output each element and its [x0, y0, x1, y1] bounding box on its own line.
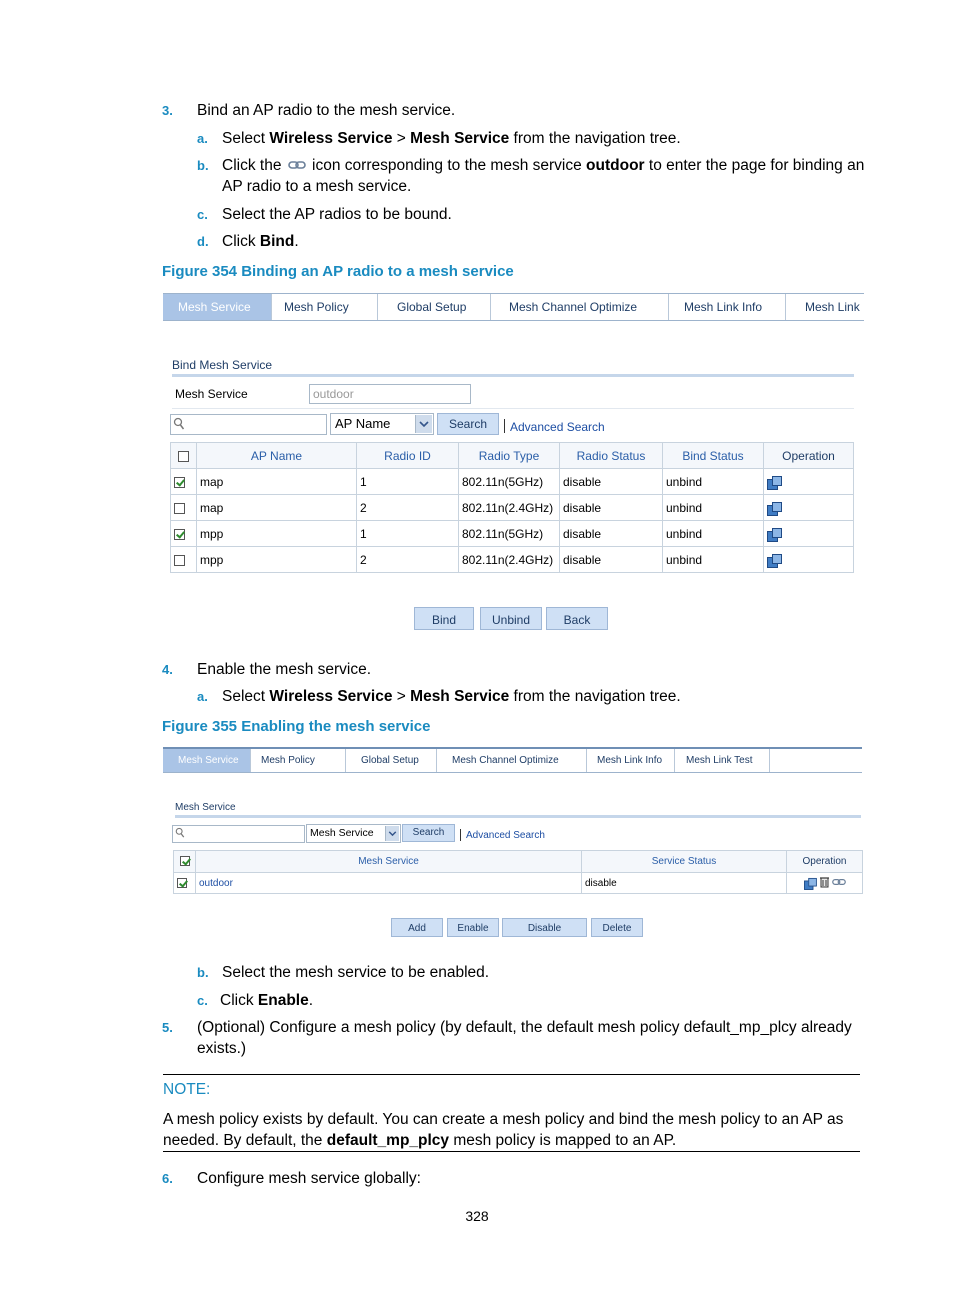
- chevron-down-icon: [415, 415, 432, 433]
- tab-mesh-link[interactable]: Mesh Link: [805, 300, 860, 314]
- tab-mesh-link-info[interactable]: Mesh Link Info: [669, 294, 786, 320]
- tab-mesh-policy[interactable]: Mesh Policy: [251, 749, 346, 772]
- delete-button[interactable]: Delete: [591, 918, 643, 937]
- col-operation: Operation: [787, 851, 863, 873]
- note-title: NOTE:: [163, 1081, 211, 1098]
- step-5-text: (Optional) Configure a mesh policy (by default, the default mesh policy default_mp_plcy already: [197, 1019, 852, 1036]
- col-bind-status[interactable]: Bind Status: [663, 443, 764, 469]
- details-icon[interactable]: [767, 476, 781, 489]
- table-row: map 2 802.11n(2.4GHz) disable unbind: [171, 495, 854, 521]
- col-operation: Operation: [764, 443, 854, 469]
- step-3b-text-line2: AP radio to a mesh service.: [222, 178, 412, 195]
- details-icon[interactable]: [767, 502, 781, 515]
- section-title: Bind Mesh Service: [172, 358, 273, 372]
- step-4b-text: Select the mesh service to be enabled.: [222, 964, 490, 981]
- substep-number: d.: [197, 234, 209, 249]
- table-row: mpp 1 802.11n(5GHz) disable unbind: [171, 521, 854, 547]
- advanced-search-link[interactable]: Advanced Search: [466, 830, 545, 841]
- mesh-service-table: [173, 850, 863, 894]
- note-bottom-rule: [163, 1151, 860, 1152]
- step-4-text: Enable the mesh service.: [197, 661, 372, 678]
- back-button[interactable]: Back: [546, 607, 608, 630]
- select-all-checkbox[interactable]: [171, 443, 197, 469]
- figure-354-caption: Figure 354 Binding an AP radio to a mesh service: [162, 263, 514, 280]
- col-radio-id[interactable]: Radio ID: [357, 443, 459, 469]
- mesh-service-field[interactable]: outdoor: [309, 384, 471, 404]
- mesh-service-label: Mesh Service: [175, 387, 248, 401]
- step-3d-text: Click Bind.: [222, 233, 299, 250]
- tab-bar: [163, 747, 862, 773]
- step-number: 4.: [162, 662, 173, 677]
- chevron-down-icon: [385, 826, 399, 841]
- unbind-button[interactable]: Unbind: [480, 607, 542, 630]
- mesh-service-name-link[interactable]: outdoor: [196, 873, 582, 894]
- search-button[interactable]: Search: [402, 824, 455, 842]
- row-checkbox[interactable]: [171, 521, 197, 547]
- search-input[interactable]: [170, 414, 327, 435]
- step-6-text: Configure mesh service globally:: [197, 1170, 421, 1187]
- details-icon[interactable]: [767, 528, 781, 541]
- tab-mesh-channel-optimize[interactable]: Mesh Channel Optimize: [491, 294, 669, 320]
- enable-button[interactable]: Enable: [447, 918, 499, 937]
- search-icon: [173, 417, 185, 434]
- step-4c-text: Click Enable.: [220, 992, 314, 1009]
- row-checkbox[interactable]: [171, 495, 197, 521]
- note-top-rule: [163, 1074, 860, 1075]
- filter-select[interactable]: Mesh Service: [306, 824, 401, 843]
- step-number: 6.: [162, 1171, 173, 1186]
- bind-link-icon: [286, 155, 308, 176]
- substep-number: a.: [197, 689, 208, 704]
- col-mesh-service[interactable]: Mesh Service: [196, 851, 582, 873]
- table-row: map 1 802.11n(5GHz) disable unbind: [171, 469, 854, 495]
- search-icon: [175, 827, 185, 842]
- tab-mesh-service[interactable]: Mesh Service: [163, 294, 272, 320]
- bind-link-icon[interactable]: [832, 878, 846, 889]
- trash-icon[interactable]: [820, 876, 829, 891]
- substep-number: b.: [197, 965, 209, 980]
- step-5-text-line2: exists.): [197, 1040, 247, 1057]
- substep-number: c.: [197, 207, 208, 222]
- tab-mesh-link-test[interactable]: Mesh Link Test: [675, 749, 770, 772]
- tab-mesh-channel-optimize[interactable]: Mesh Channel Optimize: [437, 749, 587, 772]
- substep-number: b.: [197, 158, 209, 173]
- row-checkbox[interactable]: [171, 469, 197, 495]
- tab-mesh-policy[interactable]: Mesh Policy: [272, 294, 378, 320]
- col-radio-status[interactable]: Radio Status: [560, 443, 663, 469]
- tab-mesh-service[interactable]: Mesh Service: [163, 749, 251, 772]
- disable-button[interactable]: Disable: [502, 918, 587, 937]
- row-checkbox[interactable]: [171, 547, 197, 573]
- select-all-checkbox[interactable]: [174, 851, 196, 873]
- tab-bar: [163, 293, 864, 321]
- step-3c-text: Select the AP radios to be bound.: [222, 206, 452, 223]
- note-text-line1: A mesh policy exists by default. You can create a mesh policy and bind the mesh policy to an AP as: [163, 1111, 844, 1128]
- search-button[interactable]: Search: [437, 413, 499, 435]
- step-3b-text: Click the icon corresponding to the mesh service outdoor to enter the page for binding an: [222, 157, 865, 174]
- section-divider: [175, 815, 861, 818]
- tab-global-setup[interactable]: Global Setup: [346, 749, 437, 772]
- details-icon[interactable]: [767, 554, 781, 567]
- step-number: 5.: [162, 1020, 173, 1035]
- note-text-line2: needed. By default, the default_mp_plcy mesh policy is mapped to an AP.: [163, 1132, 677, 1149]
- col-radio-type[interactable]: Radio Type: [459, 443, 560, 469]
- section-divider: [172, 374, 854, 377]
- filter-select[interactable]: AP Name: [330, 413, 434, 435]
- table-row: mpp 2 802.11n(2.4GHz) disable unbind: [171, 547, 854, 573]
- bind-button[interactable]: Bind: [414, 607, 474, 630]
- radio-table: [170, 442, 854, 573]
- details-icon[interactable]: [804, 877, 816, 888]
- search-input[interactable]: [172, 825, 305, 843]
- row-checkbox[interactable]: [174, 873, 196, 894]
- figure-355-caption: Figure 355 Enabling the mesh service: [162, 718, 431, 735]
- step-3a-text: Select Wireless Service > Mesh Service from the navigation tree.: [222, 130, 681, 147]
- substep-number: a.: [197, 131, 208, 146]
- col-ap-name[interactable]: AP Name: [197, 443, 357, 469]
- tab-global-setup[interactable]: Global Setup: [378, 294, 491, 320]
- section-title: Mesh Service: [175, 802, 236, 813]
- step-number: 3.: [162, 103, 173, 118]
- advanced-search-link[interactable]: Advanced Search: [510, 420, 605, 434]
- figure-354-screenshot: [163, 293, 864, 321]
- page-number: 328: [465, 1208, 489, 1224]
- add-button[interactable]: Add: [391, 918, 443, 937]
- col-service-status[interactable]: Service Status: [582, 851, 787, 873]
- step-3-text: Bind an AP radio to the mesh service.: [197, 102, 456, 119]
- figure-355-screenshot: [163, 747, 862, 773]
- tab-mesh-link-info[interactable]: Mesh Link Info: [587, 749, 675, 772]
- table-row: outdoor disable: [174, 873, 863, 894]
- substep-number: c.: [197, 993, 208, 1008]
- step-4a-text: Select Wireless Service > Mesh Service from the navigation tree.: [222, 688, 681, 705]
